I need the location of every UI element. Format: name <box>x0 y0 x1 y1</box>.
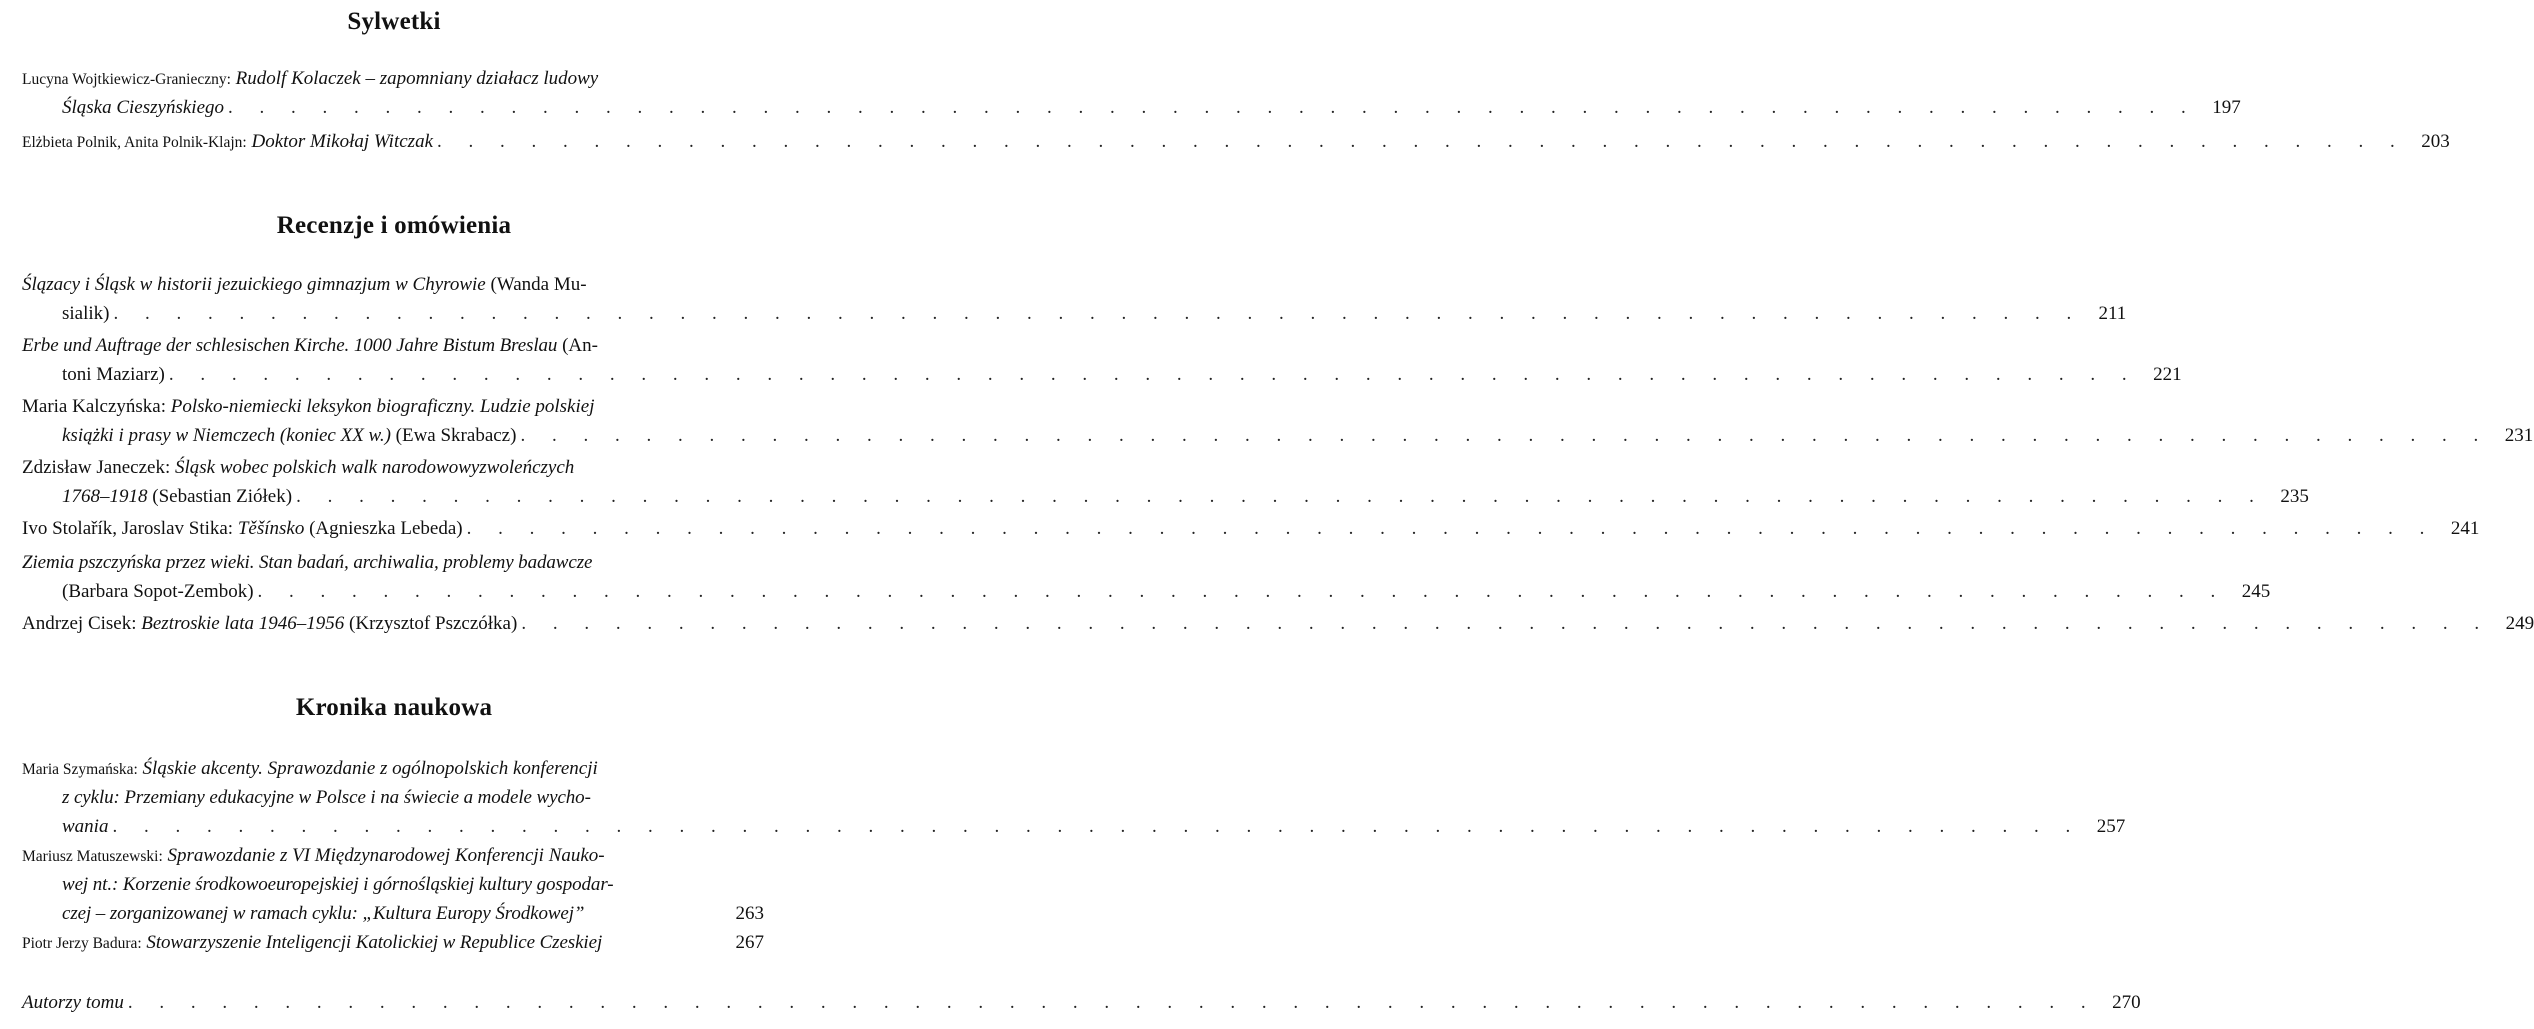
entry-author: Lucyna Wojtkiewicz-Granieczny: <box>22 71 231 88</box>
toc-entry-tesinsko[interactable] <box>22 514 2480 543</box>
entry-reviewer: (Wanda Mu- <box>490 274 587 295</box>
entry-reviewer-cont: toni Maziarz) <box>62 364 165 385</box>
toc-entry-witczak[interactable] <box>22 127 2450 156</box>
entry-reviewer: (Ewa Skrabacz) <box>395 425 517 446</box>
entry-title: Těšínsko <box>237 518 305 539</box>
entry-page-number: 241 <box>2450 518 2480 539</box>
toc-entry-pszczynska[interactable] <box>22 548 2271 606</box>
entry-reviewer-cont: sialik) <box>62 303 110 324</box>
entry-title: Sprawozdanie z VI Międzynarodowej Konferencji Nauko- <box>167 845 605 866</box>
entry-author: Piotr Jerzy Badura: <box>22 935 142 952</box>
entry-title-cont: Śląska Cieszyńskiego <box>62 97 225 118</box>
entry-title: Erbe und Auftrage der schlesischen Kirche. 1000 Jahre Bistum Breslau <box>22 335 558 356</box>
entry-title: Ślązacy i Śląsk w historii jezuickiego gimnazjum w Chyrowie <box>22 274 486 295</box>
entry-title: Ziemia pszczyńska przez wieki. Stan badań, archiwalia, problemy badawcze <box>22 552 593 573</box>
entry-title: Autorzy tomu <box>22 992 124 1013</box>
entry-title: Rudolf Kolaczek – zapomniany działacz ludowy <box>235 68 599 89</box>
entry-page-number: 203 <box>2421 131 2450 152</box>
section-title-sylwetki: Sylwetki <box>347 8 441 35</box>
entry-reviewer: (Sebastian Ziółek) <box>152 486 293 507</box>
section-title-kronika: Kronika naukowa <box>295 694 493 721</box>
toc-entry-leksykon[interactable] <box>22 392 2534 450</box>
entry-title: Beztroskie lata 1946–1956 <box>141 613 345 634</box>
toc-entry-breslau[interactable] <box>22 331 2182 389</box>
entry-author: Ivo Stolařík, Jaroslav Stika: <box>22 518 234 539</box>
entry-reviewer: (An- <box>562 335 598 356</box>
entry-title-cont: czej – zorganizowanej w ramach cyklu: „Kultura Europy Środkowej” <box>62 903 585 924</box>
section-title-recenzje: Recenzje i omówienia <box>276 212 512 239</box>
entry-page-number: 270 <box>2112 992 2141 1013</box>
entry-page-number: 267 <box>735 932 764 953</box>
entry-title-cont: wej nt.: Korzenie środkowoeuropejskiej i górnośląskiej kultury gospodar- <box>62 874 614 895</box>
entry-page-number: 221 <box>2153 364 2182 385</box>
entry-title: Doktor Mikołaj Witczak <box>251 131 434 152</box>
dot-leader: . . . . . . . . . . . . . . . . . . . . . . . . . . . . . . . . . . . . . . . . . . . . . . . . . . . . . . . . . . . . . . . <box>466 518 2436 539</box>
entry-author: Elżbieta Polnik, Anita Polnik-Klajn: <box>22 134 247 151</box>
entry-page-number: 211 <box>2098 303 2127 324</box>
entry-page-number: 197 <box>2212 97 2241 118</box>
entry-page-number: 231 <box>2504 425 2534 446</box>
toc-entry-matuszewski[interactable] <box>22 841 764 928</box>
toc-entry-kolaczek[interactable] <box>22 64 2241 122</box>
entry-page-number: 245 <box>2241 581 2271 602</box>
toc-entry-badura[interactable] <box>22 928 764 957</box>
dot-leader: . . . . . . . . . . . . . . . . . . . . . . . . . . . . . . . . . . . . . . . . . . . . . . . . . . . . . . . . . . . . . . . <box>113 303 2083 324</box>
entry-title-cont: wania <box>62 816 109 837</box>
entry-title: Śląskie akcenty. Sprawozdanie z ogólnopolskich konferencji <box>142 758 598 779</box>
dot-leader: . . . . . . . . . . . . . . . . . . . . . . . . . . . . . . . . . . . . . . . . . . . . . . . . . . . . . . . . . . . . . . . <box>521 613 2491 634</box>
dot-leader: . . . . . . . . . . . . . . . . . . . . . . . . . . . . . . . . . . . . . . . . . . . . . . . . . . . . . . . . . . . . . . . <box>228 97 2197 118</box>
entry-author: Maria Szymańska: <box>22 761 138 778</box>
toc-entry-szymanska[interactable] <box>22 754 2126 841</box>
entry-page-number: 263 <box>735 903 764 924</box>
dot-leader: . . . . . . . . . . . . . . . . . . . . . . . . . . . . . . . . . . . . . . . . . . . . . . . . . . . . . . . . . . . . . . . <box>257 581 2227 602</box>
toc-entry-beztroskie[interactable] <box>22 609 2534 638</box>
toc-entry-janeczek[interactable] <box>22 453 2309 511</box>
entry-page-number: 235 <box>2280 486 2309 507</box>
entry-reviewer: (Barbara Sopot-Zembok) <box>62 581 254 602</box>
toc-entry-chyrow[interactable] <box>22 270 2127 328</box>
entry-title: Stowarzyszenie Inteligencji Katolickiej w Republice Czeskiej <box>146 932 603 953</box>
entry-title-cont: z cyklu: Przemiany edukacyjne w Polsce i na świecie a modele wycho- <box>62 787 591 808</box>
entry-reviewer: (Krzysztof Pszczółka) <box>349 613 518 634</box>
dot-leader: . . . . . . . . . . . . . . . . . . . . . . . . . . . . . . . . . . . . . . . . . . . . . . . . . . . . . . . . . . . . . . . <box>112 816 2082 837</box>
entry-author: Andrzej Cisek: <box>22 613 137 634</box>
entry-author: Maria Kalczyńska: <box>22 396 167 417</box>
entry-page-number: 249 <box>2505 613 2534 634</box>
entry-reviewer: (Agnieszka Lebeda) <box>309 518 463 539</box>
entry-author: Zdzisław Janeczek: <box>22 457 171 478</box>
entry-author: Mariusz Matuszewski: <box>22 848 163 865</box>
entry-title-cont: książki i prasy w Niemczech (koniec XX w.) <box>62 425 391 446</box>
entry-title: Śląsk wobec polskich walk narodowowyzwoleńczych <box>174 457 575 478</box>
dot-leader: . . . . . . . . . . . . . . . . . . . . . . . . . . . . . . . . . . . . . . . . . . . . . . . . . . . . . . . . . . . . . . . <box>296 486 2265 507</box>
dot-leader: . . . . . . . . . . . . . . . . . . . . . . . . . . . . . . . . . . . . . . . . . . . . . . . . . . . . . . . . . . . . . . . <box>437 131 2406 152</box>
toc-entry-autorzy[interactable] <box>22 988 2141 1017</box>
entry-title-cont: 1768–1918 <box>62 486 148 507</box>
entry-title: Polsko-niemiecki leksykon biograficzny. Ludzie polskiej <box>170 396 595 417</box>
dot-leader: . . . . . . . . . . . . . . . . . . . . . . . . . . . . . . . . . . . . . . . . . . . . . . . . . . . . . . . . . . . . . . . <box>127 992 2097 1013</box>
dot-leader: . . . . . . . . . . . . . . . . . . . . . . . . . . . . . . . . . . . . . . . . . . . . . . . . . . . . . . . . . . . . . . . <box>168 364 2138 385</box>
dot-leader: . . . . . . . . . . . . . . . . . . . . . . . . . . . . . . . . . . . . . . . . . . . . . . . . . . . . . . . . . . . . . . . <box>520 425 2490 446</box>
entry-page-number: 257 <box>2096 816 2126 837</box>
